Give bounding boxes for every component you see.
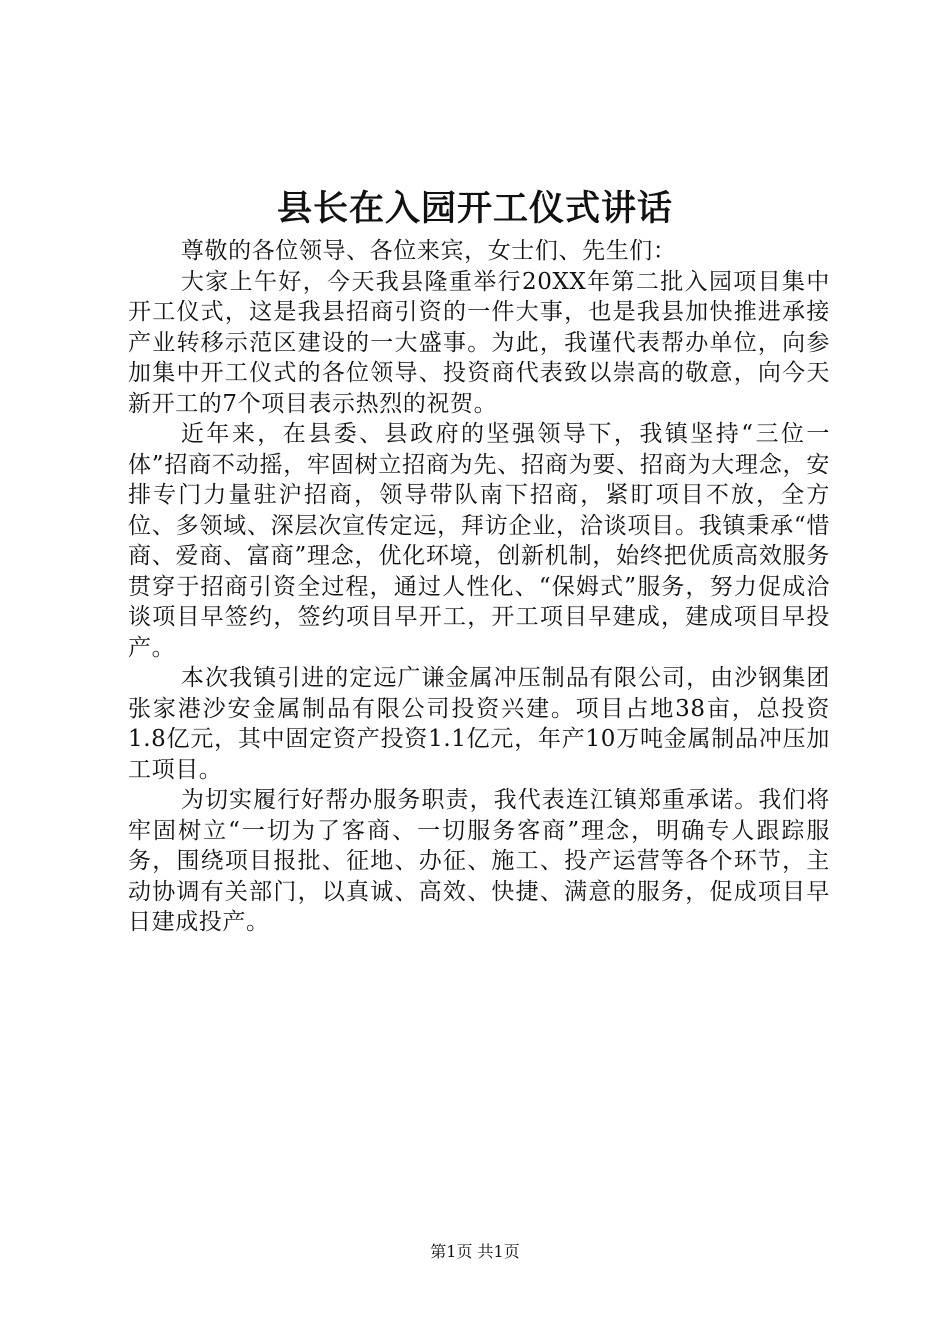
opening-paragraph: 大家上午好，今天我县隆重举行20XX年第二批入园项目集中开工仪式，这是我县招商引资的一件大事，也是我县加快推进承接产业转移示范区建设的一大盛事。为此，我谨代表帮办单位，向参加集中开工仪式的各位领导、投资商代表致以崇高的敬意，向今天新开工的7个项目表示热烈的祝贺。 — [128, 268, 830, 417]
commitment-paragraph: 为切实履行好帮办服务职责，我代表连江镇郑重承诺。我们将牢固树立“一切为了客商、一切服务客商”理念，明确专人跟踪服务，围绕项目报批、征地、办征、施工、投产运营等各个环节，主动协调有关部门，以真诚、高效、快捷、满意的服务，促成项目早日建成投产。 — [128, 787, 830, 935]
page-number-footer: 第1页 共1页 — [430, 1242, 520, 1261]
salutation-paragraph: 尊敬的各位领导、各位来宾，女士们、先生们： — [180, 238, 677, 264]
background-paragraph: 近年来，在县委、县政府的坚强领导下，我镇坚持“三位一体”招商不动摇，牢固树立招商为先、招商为要、招商为大理念，安排专门力量驻沪招商，领导带队南下招商，紧盯项目不放，全方位、多领域、深层次宣传定远，拜访企业，洽谈项目。我镇秉承“惜商、爱商、富商”理念，优化环境，创新机制，始终把优质高效服务贯穿于招商引资全过程，通过人性化、“保姆式”服务，努力促成洽谈项目早签约，签约项目早开工，开工项目早建成，建成项目早投产。 — [128, 421, 830, 661]
project-paragraph: 本次我镇引进的定远广谦金属冲压制品有限公司，由沙钢集团张家港沙安金属制品有限公司投资兴建。项目占地38亩，总投资1.8亿元，其中固定资产投资1.1亿元，年产10万吨金属制品冲压加工项目。 — [128, 665, 830, 783]
document-body — [128, 236, 830, 938]
document-title: 县长在入园开工仪式讲话 — [276, 188, 673, 229]
